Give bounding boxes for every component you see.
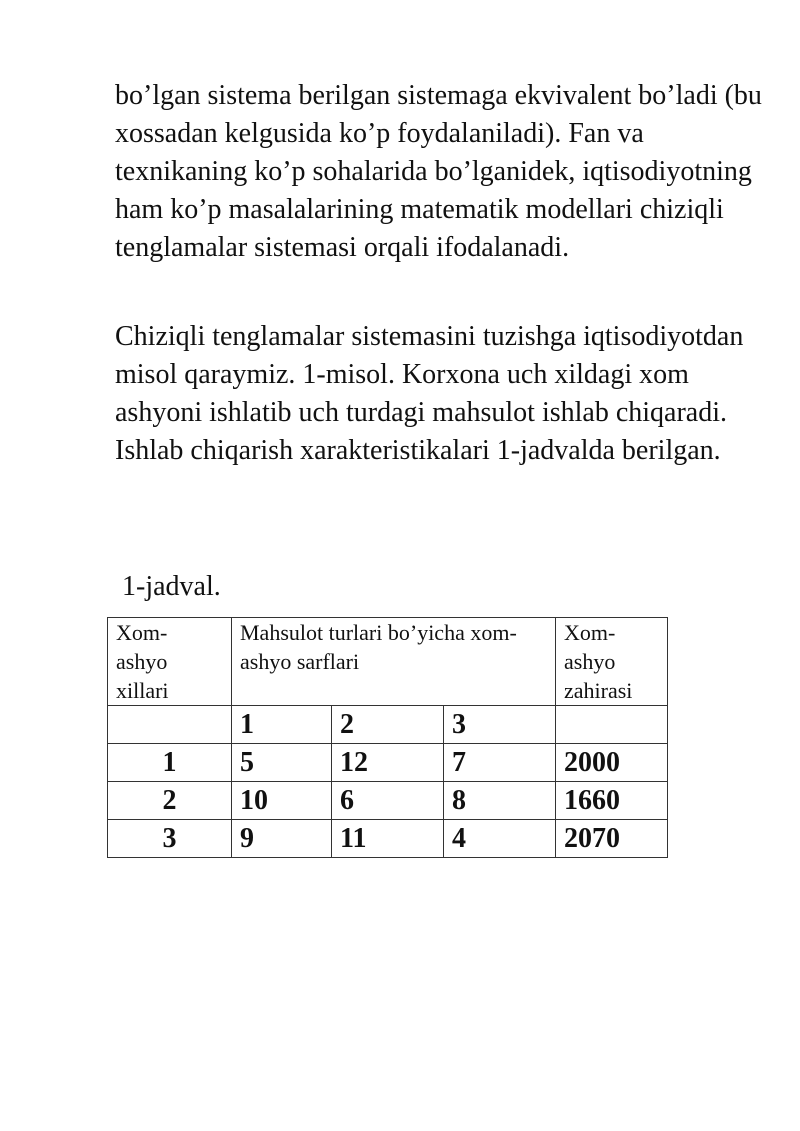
subheader-cell: 1 <box>232 706 332 744</box>
table-caption: 1-jadval. <box>122 571 221 602</box>
header-material-stock: Xom-ashyo zahirasi <box>556 618 668 706</box>
body-paragraph-1: bo’lgan sistema berilgan sistemaga ekvivalent bo’ladi (bu xossadan kelgusida ko’p foydalaniladi). Fan va texnikaning ko’p sohalarida bo’lganidek, iqtisodiyotning ham ko’p masalalarining matematik modellari chiziqli tenglamalar sistemasi orqali ifodalanadi. <box>115 80 762 263</box>
table-row <box>108 782 668 820</box>
table-subheader-row <box>108 706 668 744</box>
header-consumption-by-product: Mahsulot turlari bo’yicha xom-ashyo sarflari <box>232 618 556 706</box>
table-cell: 1660 <box>556 782 668 820</box>
row-label: 1 <box>108 744 232 782</box>
subheader-cell: 2 <box>332 706 444 744</box>
table-cell: 4 <box>444 820 556 858</box>
table-cell: 9 <box>232 820 332 858</box>
raw-material-table <box>107 617 668 858</box>
row-label: 2 <box>108 782 232 820</box>
subheader-cell <box>556 706 668 744</box>
table-cell: 2070 <box>556 820 668 858</box>
header-material-types: Xom- ashyo xillari <box>108 618 232 706</box>
subheader-cell <box>108 706 232 744</box>
table-cell: 6 <box>332 782 444 820</box>
table-row <box>108 744 668 782</box>
table-cell: 7 <box>444 744 556 782</box>
body-paragraph-2: Chiziqli tenglamalar sistemasini tuzishga iqtisodiyotdan misol qaraymiz. 1-misol. Korxona uch xildagi xom ashyoni ishlatib uch turdagi mahsulot ishlab chiqaradi. Ishlab chiqarish xarakteristikalari 1-jadvalda berilgan. <box>115 321 744 466</box>
table-cell: 10 <box>232 782 332 820</box>
table-cell: 8 <box>444 782 556 820</box>
table-cell: 11 <box>332 820 444 858</box>
table-header-row <box>108 618 668 706</box>
row-label: 3 <box>108 820 232 858</box>
subheader-cell: 3 <box>444 706 556 744</box>
table-cell: 2000 <box>556 744 668 782</box>
table-row <box>108 820 668 858</box>
table-cell: 5 <box>232 744 332 782</box>
table-cell: 12 <box>332 744 444 782</box>
